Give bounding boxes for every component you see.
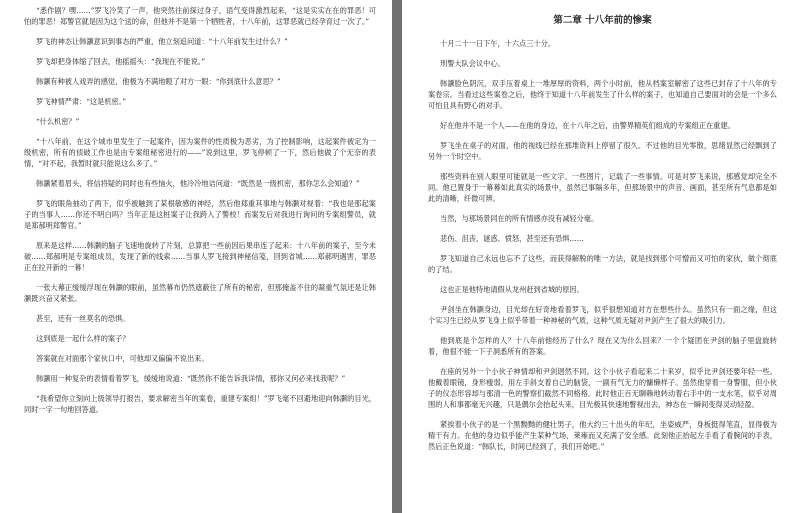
paragraph: 答案就在对面那个家伙口中，可他却又偏偏不说出来。 bbox=[36, 354, 209, 363]
paragraph: 罗飞却把身体缩了回去，他摇摇头：“我现在不能说。” bbox=[36, 57, 206, 66]
page-divider bbox=[392, 0, 402, 513]
paragraph: “我希望你立刻向上级领导打报告，要求解密当年的案卷，重建专案组！”罗飞毫不回避地迎向韩灏的目光，同时一字一句地回答道。 bbox=[24, 394, 376, 414]
paragraph: 这到底是一起什么样的案子？ bbox=[36, 334, 130, 343]
paragraph: “悉作剧？嘿……”罗飞冷笑了一声，他突然往前探过身子，语气变得激烈起来，“这是实实在在的罪恶！可怕的罪恶！郑警官就是因为这个送的命，但他并不是第一个牺牲者，十八年前，这罪恶就已经孕育过一次了。” bbox=[24, 6, 376, 26]
paragraph: 甚至，还有一丝莫名的恐惧。 bbox=[36, 314, 130, 323]
paragraph: 这也正是他特地请假从龙州赶到省城的原因。 bbox=[440, 285, 584, 294]
chapter-title: 第二章 十八年前的惨案 bbox=[553, 15, 652, 26]
paragraph: 好在他并不是一个人——在他的身边，在十八年之后，由警界精英们组成的专案组正在重建。 bbox=[440, 121, 735, 130]
right-page bbox=[402, 0, 797, 513]
paragraph: 罗飞的神态让韩灏意识到事态的严重，他立刻追问道：“十八年前发生过什么？” bbox=[36, 37, 288, 46]
paragraph: 那些资料在别人眼里可能就是一些文字、一些图片，记载了一些事情。可是对罗飞来说，那感觉却完全不同。他已置身于一幕幕如此真实的场景中，虽然已事隔多年，但那场景中的声音、画面，甚至所有气息都是如此的清晰，纤微可辨。 bbox=[428, 172, 777, 203]
paragraph: 当然，与那场景同在的所有情感亦没有减轻分毫。 bbox=[440, 214, 599, 223]
paragraph: “什么机密？” bbox=[36, 117, 80, 126]
paragraph: 罗飞的眼角抽动了两下，似乎被触到了某根敏感的神经，然后他郑重其事地与韩灏对视着：“我也是那起案子的当事人……你还不明白吗？当年正是这桩案子让我跨入了警校！而案发后对我进行询问的专案组警员，就是郑郝明郑警官。” bbox=[24, 199, 376, 230]
paragraph: 罗飞知道自己永远也忘不了这些，而获得解脱的唯一方法，就是找到那个可憎而又可怕的家伙，做个彻底的了结。 bbox=[428, 254, 777, 274]
paragraph: 悲伤、沮丧、谜惑、愤怒，甚至还有恐惧…… bbox=[440, 234, 584, 243]
right-page-body bbox=[428, 38, 777, 452]
left-page bbox=[0, 0, 392, 513]
paragraph: 原来是这样……韩灏的脑子飞速地旋转了片刻，总算把一些前因后果串连了起来：十八年前的案子，至今未破……郑郝明是专案组成员，发现了新的线索……当事人罗飞接到神秘信笺，回到省城……郑郝明遇害，罪恶正在拉开新的一幕！ bbox=[24, 241, 376, 272]
paragraph: 韩灏脸色阴沉，双手压着桌上一堆厚厚的资料，两个小时前，他从档案室解密了这些已封存了十八年的专案卷宗。当看过这些案卷之后，他终于知道十八年前发生了什么样的案子，也知道自己要面对的会是一个多么可怕且具有野心的对手。 bbox=[428, 79, 777, 110]
paragraph: 紧挨着小伙子的是一个黑黝黝的健壮男子，他大约三十出头的年纪，坐姿威严，身板挺得笔直，显得极为精干有力。在他的身边似乎能产生某种气场，莱雍而又充满了安全感。此刻他正抬起左手看了看腕间的手表，然后正色说道：“韩队长，时间已经到了，我们开始吧。” bbox=[428, 420, 777, 451]
paragraph: 刑警大队会议中心。 bbox=[440, 59, 505, 68]
paragraph: 韩灏用一种复杂的表情看着罗飞，缓缓地说道：“既然你不能告诉我详情，那你又何必来找我呢？” bbox=[36, 374, 346, 383]
paragraph: 韩灏有种被人戏弄的感觉，他极为不满地瞪了对方一眼：“你到底什么意思？” bbox=[36, 77, 281, 86]
paragraph: 他到底是个怎样的人？十八年前他经历了什么？现在又为什么回来？一个个疑团在尹剑的脑子里盘旋转着，他很不能一下子洞悉所有的答案。 bbox=[428, 336, 777, 356]
paragraph: 罗飞坐在桌子的对面，他的视线已经在那堆资料上停留了很久。不过他的目光零散，思绪显然已经飘到了另外一个时空中。 bbox=[428, 141, 777, 161]
paragraph: “十八年前，在这个城市里发生了一起案件，因为案件的性质极为恶劣，为了控制影响，这起案件被定为一级机密，所有的侦破工作也是由专案组秘密进行的——”说到这里，罗飞停顿了一下，然后他做了个无奈的表情，“对不起，我暂时就只能说这么多了。” bbox=[24, 137, 376, 168]
paragraph: 尹剑坐在韩灏身边，目光却在好奇地看着罗飞，似乎很想知道对方在想些什么。虽然只有一面之缘，但这个实习生已经从罗飞身上似乎带着一种神秘的气质，这种气质无疑对尹剑产生了很大的吸引力。 bbox=[428, 305, 777, 325]
paragraph: 十月二十一日下午，十六点三十分。 bbox=[440, 39, 556, 48]
paragraph: 罗飞神情严肃：“这是机密。” bbox=[36, 97, 127, 106]
paragraph: 一张大幕正缓缓浮现在韩灏的眼前，虽然幕布仍然遮蔽住了所有的秘密，但那掩盖不住的凝重气氛还是让韩灏既兴奋又紧张。 bbox=[24, 283, 376, 303]
paragraph: 韩灏紧着眉头，将信将疑的同时也有些恼火，他冷冷地诘问道：“既然是一级机密，那你怎么会知道？” bbox=[36, 179, 360, 188]
paragraph: 在座的另外一个小伙子神情却和尹剑迥然不同。这个小伙子看起来二十来岁，似乎比尹剑还要年轻一些。他戴着眼镜，身形瘦弱，用左手斜支着自己的脑袋，一副有气无力的慵懒样子。虽然他穿着一身警服，但小伙子的仪态形容却与那清一色的警察们截然不同格格。此时他正百无聊赖地转动着右手中的一支水笔，似乎对周围的人和事都毫无兴趣，只是偶尔会抬起头来，目光极其快速地瞥视出去，神态在一瞬间变得灵动轻盈。 bbox=[428, 367, 777, 409]
